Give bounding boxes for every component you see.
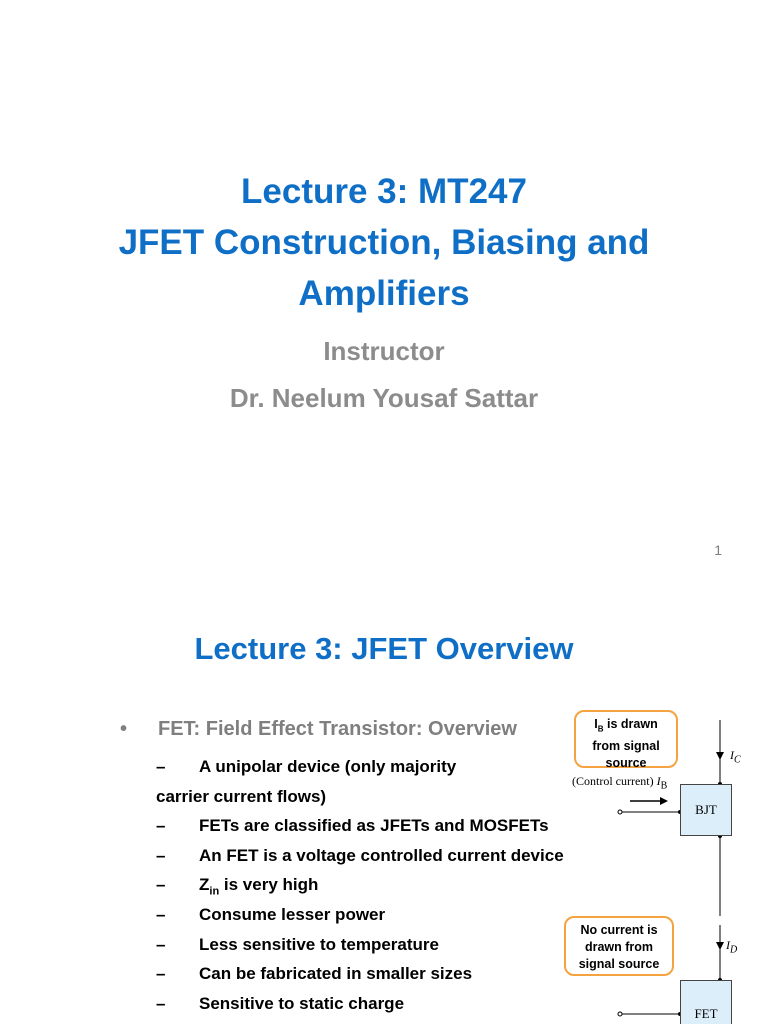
id-label: $I_D$ [726, 938, 738, 956]
title-line-1: Lecture 3: MT247 [241, 172, 527, 211]
bullet-dot: • [120, 718, 128, 740]
list-item: – Can be fabricated in smaller sizes [156, 964, 473, 984]
list-item: – Less sensitive to temperature [156, 934, 439, 954]
overview-slide [0, 590, 768, 1024]
bullet-text: FET: Field Effect Transistor: Overview [158, 718, 517, 740]
bjt-box: BJT [680, 784, 732, 836]
title-line-2: JFET Construction, Biasing and [118, 223, 650, 262]
overview-title: Lecture 3: JFET Overview [194, 631, 574, 666]
control-current-label: (Control current) $I_B$ [572, 774, 668, 792]
list-item: – An FET is a voltage controlled current device [156, 845, 564, 865]
list-item-continuation: carrier current flows) [156, 786, 327, 806]
callout-ib-drawn: $I_B$ is drawn from signal source [574, 710, 678, 768]
page-number: 1 [714, 542, 722, 558]
callout-no-current: No current is drawn from signal source [564, 916, 674, 976]
title-line-3: Amplifiers [298, 274, 470, 313]
bullet-heading [120, 718, 517, 741]
feature-list [156, 752, 596, 1018]
list-item: – $Z_{in}$ is very high [156, 875, 319, 898]
ic-label: $I_C$ [730, 748, 741, 766]
list-item: – Consume lesser power [156, 904, 386, 924]
list-item: – FETs are classified as JFETs and MOSFETs [156, 816, 549, 836]
subtitle-instructor: Instructor [323, 336, 445, 366]
subtitle-name: Dr. Neelum Yousaf Sattar [229, 383, 539, 413]
list-item: – Sensitive to static charge [156, 993, 405, 1013]
bjt-fet-figure [560, 710, 768, 1024]
fet-box: FET [680, 980, 732, 1024]
list-item: – A unipolar device (only majority [156, 757, 457, 776]
